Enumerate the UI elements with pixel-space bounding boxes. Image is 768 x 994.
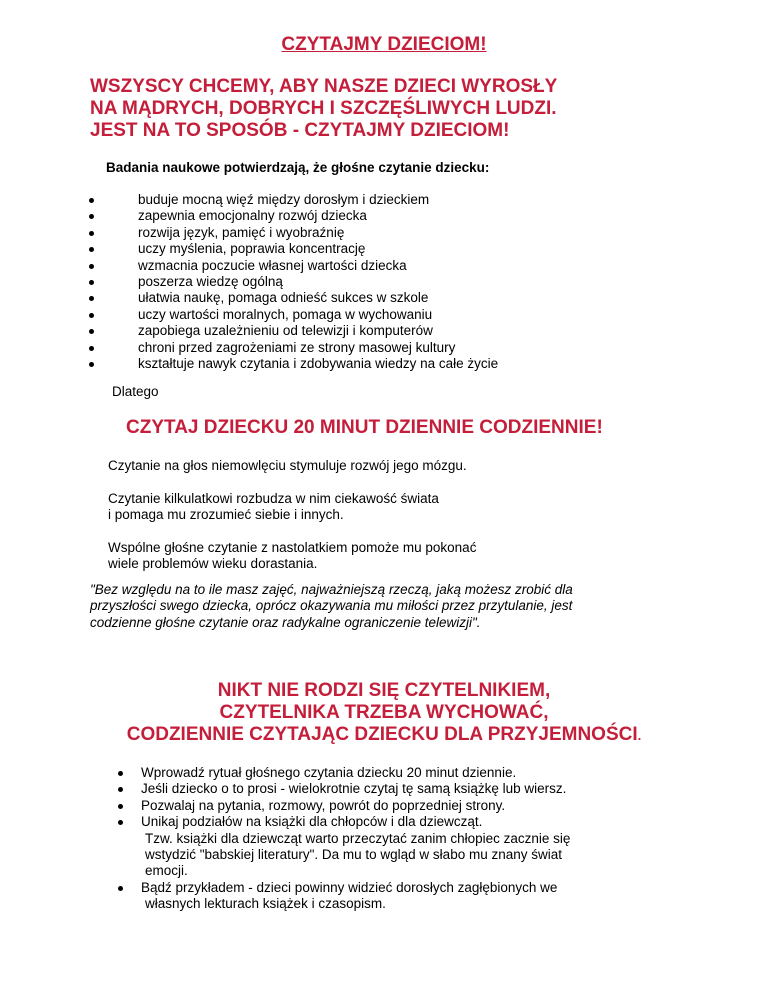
paragraph-line: i pomaga mu zrozumieć siebie i innych. <box>108 507 344 523</box>
list-item: kształtuje nawyk czytania i zdobywania wiedzy na całe życie <box>88 356 498 372</box>
page-title: CZYTAJMY DZIECIOM! <box>281 34 487 55</box>
paragraph-infant <box>108 458 467 474</box>
therefore-text: Dlatego <box>112 384 159 399</box>
quote-line: "Bez względu na to ile masz zajęć, najważniejszą rzeczą, jaką możesz zrobić dla <box>90 582 573 597</box>
paragraph-line: Czytanie kilkulatkowi rozbudza w nim ciekawość świata <box>108 491 439 506</box>
intro-line: WSZYSCY CHCEMY, ABY NASZE DZIECI WYROSŁY <box>90 76 558 97</box>
list-item: ułatwia naukę, pomaga odnieść sukces w szkole <box>88 290 498 306</box>
benefits-list <box>88 192 498 372</box>
heading-line: CZYTELNIKA TRZEBA WYCHOWAĆ, <box>219 702 549 723</box>
list-item: zapewnia emocjonalny rozwój dziecka <box>88 208 498 224</box>
list-item-continuation: wstydzić "babskiej literatury". Da mu to wgląd w słabo mu znany świat <box>145 847 562 863</box>
list-item-text: Unikaj podziałów na książki dla chłopców i dla dziewcząt. <box>141 814 483 830</box>
list-item-continuation: Tzw. książki dla dziewcząt warto przeczytać zanim chłopiec zacznie się <box>145 830 571 846</box>
tips-list <box>115 765 570 913</box>
paragraph-line: Wspólne głośne czytanie z nastolatkiem pomoże mu pokonać <box>108 540 477 555</box>
paragraph-line: wiele problemów wieku dorastania. <box>108 556 318 572</box>
intro-line: JEST NA TO SPOSÓB - CZYTAJMY DZIECIOM! <box>90 120 510 141</box>
quote-line: codzienne głośne czytanie oraz radykalne ograniczenie telewizji". <box>90 614 481 630</box>
paragraph-preschooler <box>108 491 439 524</box>
quote-line: przyszłości swego dziecka, oprócz okazywania mu miłości przez przytulanie, jest <box>90 598 573 614</box>
list-item: Pozwalaj na pytania, rozmowy, powrót do poprzedniej strony. <box>115 798 570 814</box>
list-item: Bądź przykładem - dzieci powinny widzieć dorosłych zagłębionych we <box>115 880 570 896</box>
intro-line: NA MĄDRYCH, DOBRYCH I SZCZĘŚLIWYCH LUDZI. <box>90 98 557 119</box>
intro-heading <box>90 76 557 142</box>
list-item: poszerza wiedzę ogólną <box>88 274 498 290</box>
list-item: rozwija język, pamięć i wyobraźnię <box>88 225 498 241</box>
heading-line <box>0 724 768 747</box>
heading-line: NIKT NIE RODZI SIĘ CZYTELNIKIEM, <box>217 680 551 701</box>
list-item: Jeśli dziecko o to prosi - wielokrotnie czytaj tę samą książkę lub wiersz. <box>115 781 570 797</box>
heading-period: . <box>637 728 642 743</box>
section-heading <box>0 680 768 747</box>
heading-line-text: CODZIENNIE CZYTAJĄC DZIECKU DLA PRZYJEMNOŚCI <box>126 724 638 745</box>
paragraph-teenager <box>108 540 476 573</box>
list-item: uczy myślenia, poprawia koncentrację <box>88 241 498 257</box>
research-intro: Badania naukowe potwierdzają, że głośne czytanie dziecku: <box>106 160 490 175</box>
list-item-continuation: emocji. <box>145 863 188 879</box>
list-item: wzmacnia poczucie własnej wartości dziecka <box>88 258 498 274</box>
paragraph-line: Czytanie na głos niemowlęciu stymuluje rozwój jego mózgu. <box>108 458 467 473</box>
list-item: buduje mocną więź między dorosłym i dzieckiem <box>88 192 498 208</box>
list-item-continuation: własnych lekturach książek i czasopism. <box>145 896 386 912</box>
list-item <box>115 814 570 830</box>
quote-block <box>90 582 573 631</box>
list-item: Wprowadź rytuał głośnego czytania dziecku 20 minut dziennie. <box>115 765 570 781</box>
slogan-heading: CZYTAJ DZIECKU 20 MINUT DZIENNIE CODZIENNIE! <box>126 417 603 438</box>
list-item: uczy wartości moralnych, pomaga w wychowaniu <box>88 307 498 323</box>
list-item: zapobiega uzależnieniu od telewizji i komputerów <box>88 323 498 339</box>
list-item: chroni przed zagrożeniami ze strony masowej kultury <box>88 340 498 356</box>
